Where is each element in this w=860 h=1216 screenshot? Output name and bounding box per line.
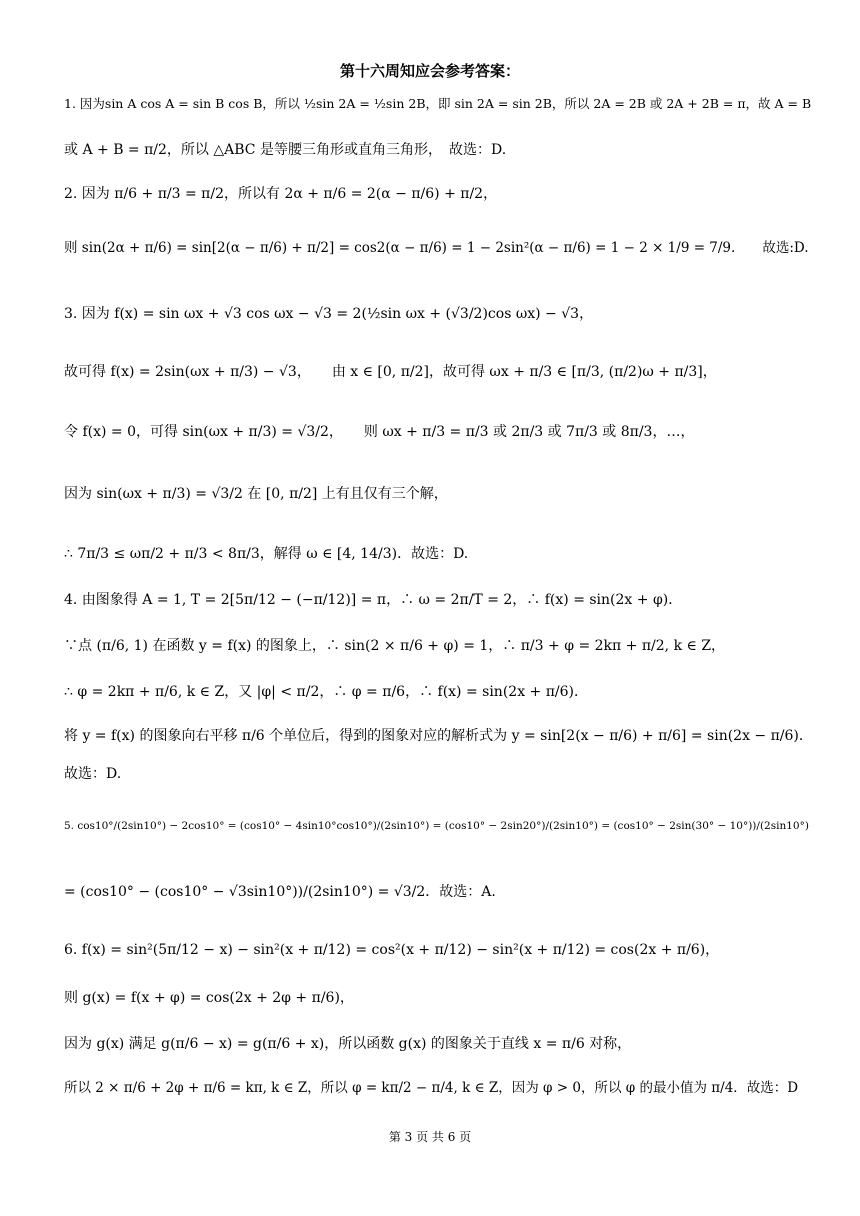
q4-line1: 4. 由图象得 A = 1, T = 2[5π/12 − (−π/12)] = π，∴ ω = 2π/T = 2，∴ f(x) = sin(2x + φ)． [64, 592, 683, 608]
q3-line3: 令 f(x) = 0，可得 sin(ωx + π/3) = √3/2， 则 ωx + π/3 = π/3 或 2π/3 或 7π/3 或 8π/3，…， [64, 424, 695, 440]
q4-line5: 故选：D. [64, 766, 122, 782]
q3-line2: 故可得 f(x) = 2sin(ωx + π/3) − √3， 由 x ∈ [0, π/2]，故可得 ωx + π/3 ∈ [π/3, (π/2)ω + π/3]， [64, 364, 717, 380]
page-footer: 第 3 页 共 6 页 [388, 1130, 472, 1144]
q6-line3: 因为 g(x) 满足 g(π/6 − x) = g(π/6 + x)，所以函数 g(x) 的图象关于直线 x = π/6 对称， [64, 1036, 632, 1052]
q3-line5: ∴ 7π/3 ≤ ωπ/2 + π/3 < 8π/3，解得 ω ∈ [4, 14/3)．故选：D. [64, 546, 469, 562]
q3-line1: 3. 因为 f(x) = sin ωx + √3 cos ωx − √3 = 2(½sin ωx + (√3/2)cos ωx) − √3， [64, 306, 594, 322]
q5-line2: = (cos10° − (cos10° − √3sin10°))/(2sin10°) = √3/2．故选：A. [64, 884, 496, 900]
q3-line4: 因为 sin(ωx + π/3) = √3/2 在 [0, π/2] 上有且仅有三个解， [64, 486, 448, 502]
q4-line3: ∴ φ = 2kπ + π/6, k ∈ Z，又 |φ| < π/2，∴ φ = π/6，∴ f(x) = sin(2x + π/6)． [64, 684, 589, 700]
q6-line2: 则 g(x) = f(x + φ) = cos(2x + 2φ + π/6)， [64, 990, 354, 1006]
q1-line1: 1. 因为sin A cos A = sin B cos B，所以 ½sin 2A = ½sin 2B，即 sin 2A = sin 2B，所以 2A = 2B 或 2A + 2B = π，故 A = B [64, 96, 812, 111]
q6-line1: 6. f(x) = sin²(5π/12 − x) − sin²(x + π/12) = cos²(x + π/12) − sin²(x + π/12) = cos(2x + π/6)， [64, 942, 720, 958]
page-title: 第十六周知应会参考答案： [339, 62, 520, 80]
q1-line2: 或 A + B = π/2，所以 △ABC 是等腰三角形或直角三角形， 故选：D. [64, 142, 507, 158]
q2-line2: 则 sin(2α + π/6) = sin[2(α − π/6) + π/2] = cos2(α − π/6) = 1 − 2sin²(α − π/6) = 1 − 2 × 1/9 = 7/9. 故选:D. [64, 240, 809, 256]
q6-line4: 所以 2 × π/6 + 2φ + π/6 = kπ, k ∈ Z，所以 φ = kπ/2 − π/4, k ∈ Z，因为 φ > 0，所以 φ 的最小值为 π/4．故选：D [64, 1080, 799, 1096]
q4-line2: ∵点 (π/6, 1) 在函数 y = f(x) 的图象上，∴ sin(2 × π/6 + φ) = 1，∴ π/3 + φ = 2kπ + π/2, k ∈ Z， [64, 638, 726, 654]
q2-line1: 2. 因为 π/6 + π/3 = π/2，所以有 2α + π/6 = 2(α − π/6) + π/2， [64, 186, 498, 202]
q5-line1: 5. cos10°/(2sin10°) − 2cos10° = (cos10° − 4sin10°cos10°)/(2sin10°) = (cos10° − 2sin20°)/(2sin10°) = (cos10° − 2sin(30° − 10°))/(2sin10°) [64, 820, 809, 832]
q4-line4: 将 y = f(x) 的图象向右平移 π/6 个单位后，得到的图象对应的解析式为 y = sin[2(x − π/6) + π/6] = sin(2x − π/6)． [64, 728, 813, 744]
